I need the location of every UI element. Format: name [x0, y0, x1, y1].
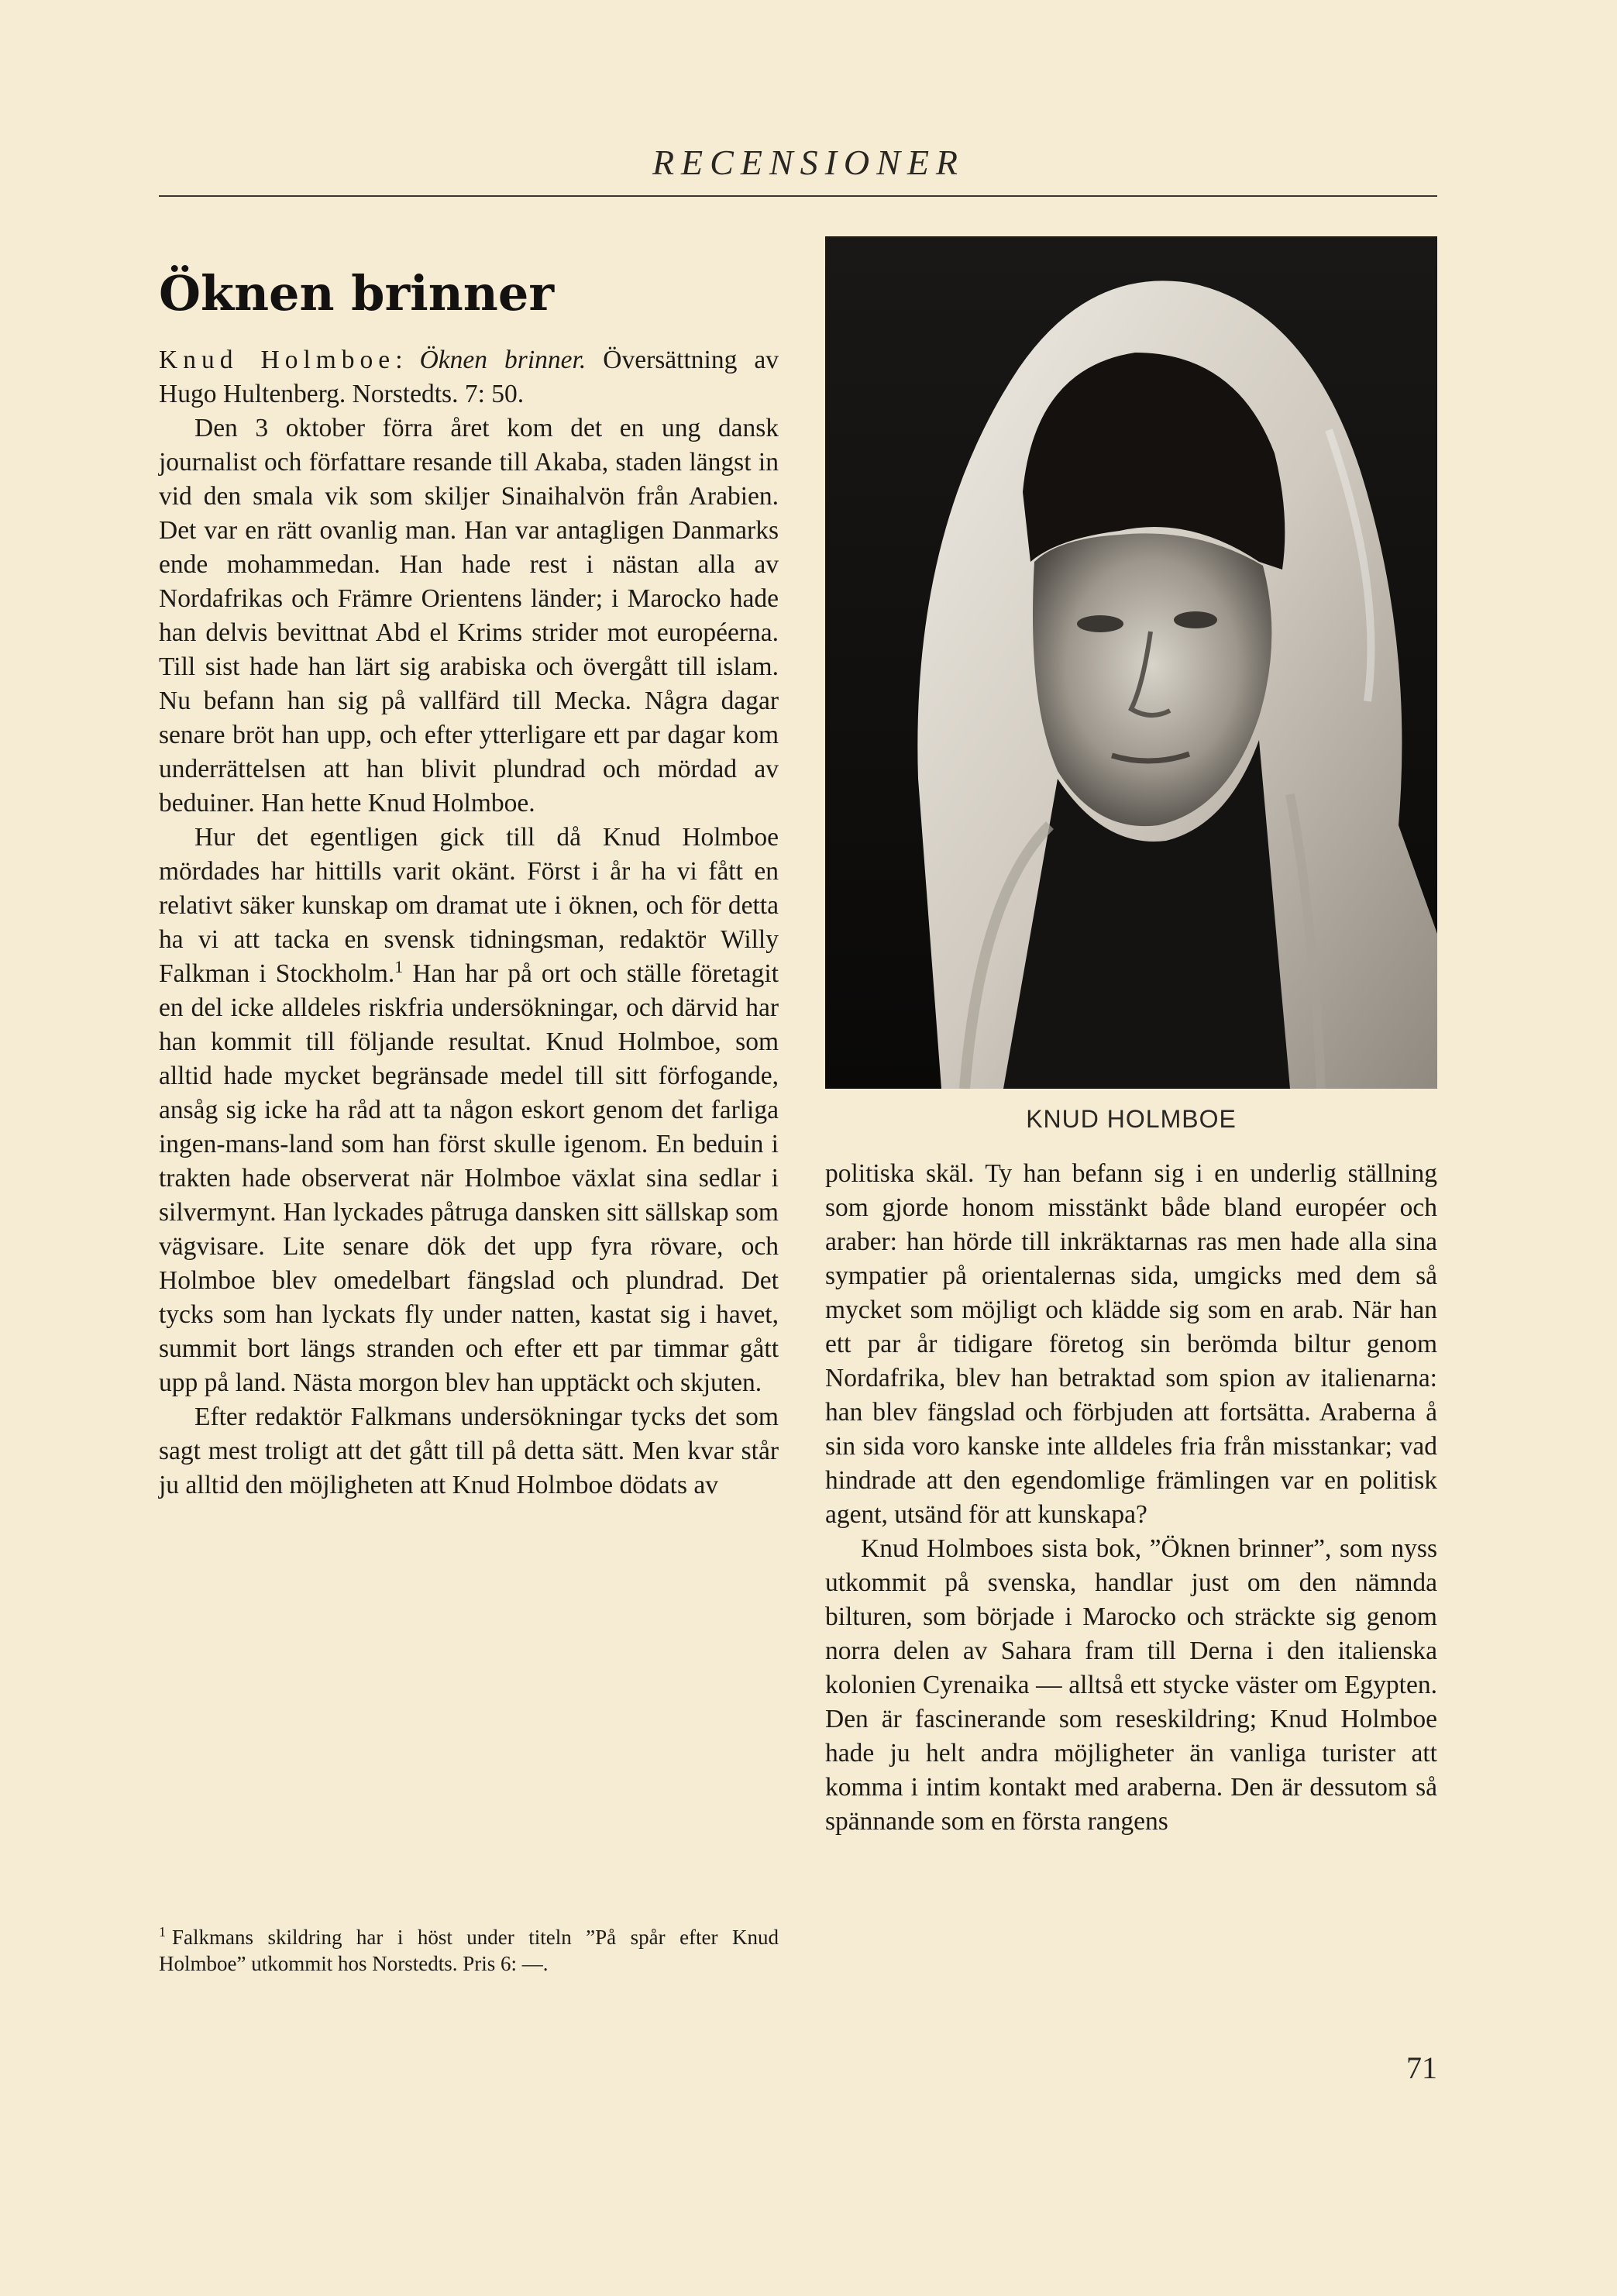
book-meta-colon: : — [395, 346, 420, 374]
paragraph-2 — [159, 821, 779, 1400]
footnote — [159, 1924, 779, 1977]
section-title: RECENSIONER — [652, 143, 965, 182]
paragraph-3-continued: politiska skäl. Ty han befann sig i en underlig ställning som gjorde honom misstänkt både bland européer och araber: han hörde till inkräktarnas ras men hade alla sina sympatier på orientalernas sida, umgicks med dem så mycket som möjligt och klädde sig som en arab. När han ett par år tidigare företog sin berömda biltur genom Nordafrika, blev han betraktad som spion av italienarna: han blev fängslad och förbjuden att fortsätta. Araberna å sin sida voro kanske inte alldeles fria från misstankar; vad hindrade att den egendomlige främlingen var en politisk agent, utsänd för att kunskapa? — [825, 1159, 1437, 1529]
photo-caption: KNUD HOLMBOE — [1026, 1105, 1237, 1133]
paragraph-3: Efter redaktör Falkmans undersökningar tycks det som sagt mest troligt att det gått till på detta sätt. Men kvar står ju alltid den möjligheten att Knud Holmboe dödats av — [159, 1403, 779, 1499]
portrait-image — [825, 236, 1437, 1089]
left-column — [159, 343, 779, 1503]
paragraph-2-start: Hur det egentligen gick till då Knud Holmboe mördades har hittills varit okänt. Först i år ha vi fått en relativt säker kunskap om dramat ute i öknen, och för detta ha vi att tacka en svensk tidningsman, redaktör Willy Falkman i Stockholm. — [159, 823, 779, 988]
portrait-photo — [825, 236, 1437, 1089]
book-title: Öknen brinner. — [419, 346, 587, 374]
footnote-mark: 1 — [159, 1924, 166, 1940]
header-rule — [159, 195, 1437, 197]
paragraph-1: Den 3 oktober förra året kom det en ung dansk journalist och författare resande till Akaba, staden längst in vid den smala vik som skiljer Sinaihalvön från Arabien. Det var en rätt ovanlig man. Han var antagligen Danmarks ende mohammedan. Han hade rest i nästan alla av Nordafrikas och Främre Orientens länder; i Marocko hade han delvis bevittnat Abd el Krims strider mot européerna. Till sist hade han lärt sig arabiska och övergått till islam. Nu befann han sig på vallfärd till Mecka. Några dagar senare bröt han upp, och efter ytterligare ett par dagar kom underrättelsen att han blivit plundrad och mördad av beduiner. Han hette Knud Holmboe. — [159, 414, 779, 818]
book-meta-details: Översättning av Hugo Hultenberg. Norstedts. 7: 50. — [159, 346, 779, 408]
paragraph-2-end: Han har på ort och ställe företagit en del icke alldeles riskfria undersökningar, och därvid har han kommit till följande resultat. Knud Holmboe, som alltid hade mycket begränsade medel till sitt förfogande, ansåg sig icke ha råd att ta någon eskort genom det farliga ingen-mans-land som han först skulle igenom. En beduin i trakten hade observerat när Holmboe växlat sina sedlar i silvermynt. Han lyckades påtruga dansken sitt sällskap som vägvisare. Lite senare dök det upp fyra rövare, och Holmboe blev omedelbart fängslad och plundrad. Det tycks som han lyckats fly under natten, kastat sig i havet, summit bort längs stranden och efter ett par timmar gått upp på land. Nästa morgon blev han upptäckt och skjuten. — [159, 959, 779, 1397]
footnote-reference: 1 — [394, 956, 404, 976]
page-number: 71 — [1406, 2050, 1437, 2085]
right-column — [825, 1157, 1437, 1839]
article-title: Öknen brinner — [159, 265, 554, 322]
book-author: Knud Holmboe — [159, 346, 396, 374]
paragraph-4: Knud Holmboes sista bok, ”Öknen brinner”, som nyss utkommit på svenska, handlar just om den nämnda bilturen, som började i Marocko och sträckte sig genom norra delen av Sahara fram till Derna i den italienska kolonien Cyrenaika — alltså ett stycke väster om Egypten. Den är fascinerande som reseskildring; Knud Holmboe hade ju helt andra möjligheter än vanliga turister att komma i intim kontakt med araberna. Den är dessutom så spännande som en första rangens — [825, 1534, 1437, 1836]
footnote-text: Falkmans skildring har i höst under titeln ”På spår efter Knud Holmboe” utkommit hos Norstedts. Pris 6: —. — [159, 1926, 779, 1975]
book-meta — [159, 343, 779, 411]
